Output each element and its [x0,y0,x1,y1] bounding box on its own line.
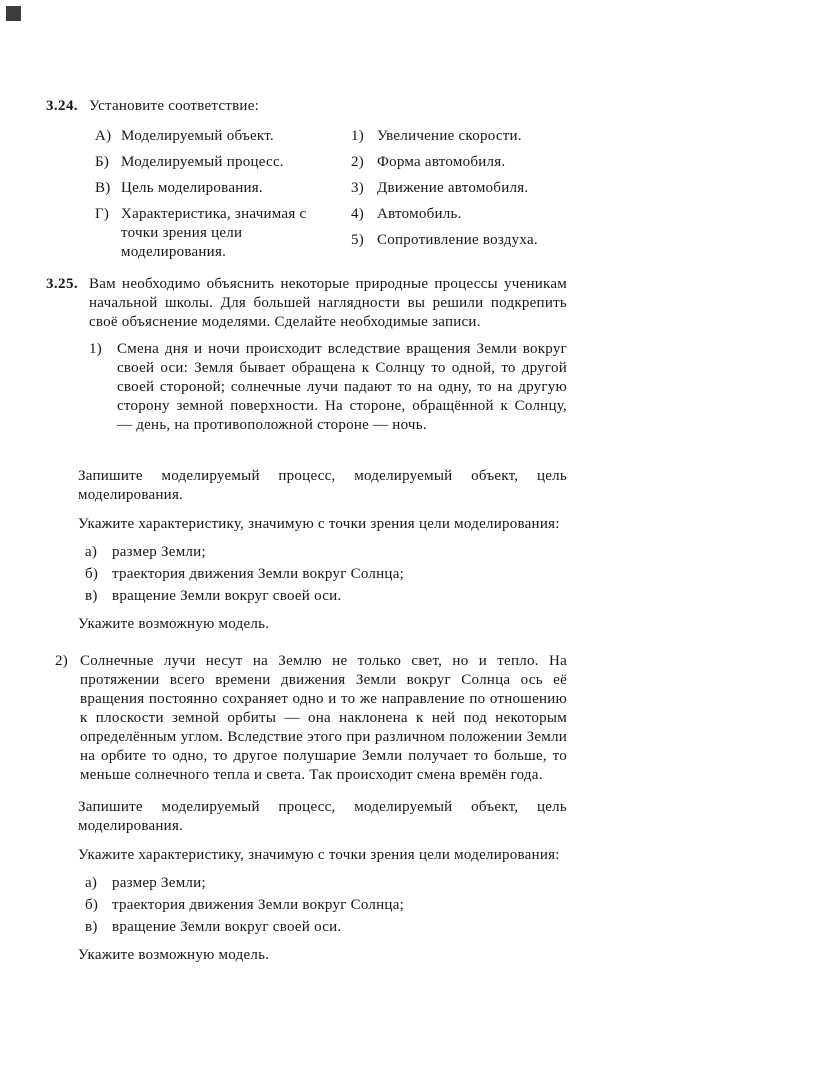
match-item-text: Форма автомобиля. [377,154,506,170]
match-item-label: 2) [351,154,364,170]
match-item-label: 4) [351,206,364,222]
match-item-4 [351,205,567,224]
match-item-label: В) [95,180,111,196]
option-label: а) [85,875,98,891]
task-block-2 [78,798,567,965]
match-item-label: 5) [351,232,364,248]
match-item-1 [351,127,567,146]
match-item-5 [351,231,567,250]
option-text: размер Земли; [112,875,206,891]
task-model: Укажите возможную модель. [78,616,270,632]
options-list [78,543,567,606]
exercise-3-24 [46,97,567,269]
exercise-number: 3.25. [46,276,78,292]
page-content [46,97,567,965]
match-item-text: Движение автомобиля. [377,180,529,196]
task-write: Запишите моделируемый процесс, моделируемый объект, цель моделирования. [78,468,567,503]
match-item-label: Г) [95,206,110,222]
sub-item-label: 1) [89,341,102,357]
option-v [78,587,567,606]
match-item-label: А) [95,128,112,144]
option-label: в) [85,919,98,935]
options-list [78,874,567,937]
option-label: а) [85,544,98,560]
option-a [78,543,567,562]
match-item-g [95,205,345,262]
option-label: б) [85,566,99,582]
option-b [78,565,567,584]
match-item-label: 3) [351,180,364,196]
option-text: размер Земли; [112,544,206,560]
matching-left-column [95,127,345,269]
sub-item-label: 2) [55,653,68,669]
matching-right-column [351,127,567,269]
match-item-a [95,127,345,146]
task-model: Укажите возможную модель. [78,947,270,963]
sub-item-text: Смена дня и ночи происходит вследствие вращения Земли вокруг своей оси: Земля бывает обращена к Солнцу то одной, то другой своей стороной; солнечные лучи падают то на одну, то на другую сторону земной поверхности. На стороне, обращённой к Солнцу, — день, на противоположной стороне — ночь. [117,341,567,433]
match-item-2 [351,153,567,172]
match-item-label: Б) [95,154,110,170]
scan-corner-artifact [6,6,21,21]
match-item-3 [351,179,567,198]
match-item-text: Автомобиль. [377,206,462,222]
option-text: траектория движения Земли вокруг Солнца; [112,897,405,913]
match-item-text: Цель моделирования. [121,180,263,196]
task-indicate: Укажите характеристику, значимую с точки зрения цели моделирования: [78,516,560,532]
option-text: траектория движения Земли вокруг Солнца; [112,566,405,582]
option-label: б) [85,897,99,913]
match-item-text: Моделируемый объект. [121,128,274,144]
match-item-b [95,153,345,172]
matching-columns [89,127,567,269]
exercise-3-25 [46,275,567,965]
exercise-title: Установите соответствие: [89,98,260,114]
exercise-number: 3.24. [46,98,78,114]
match-item-text: Характеристика, значимая с точки зрения цели моделирования. [121,206,307,260]
sub-item-1 [89,340,567,435]
option-v [78,918,567,937]
option-a [78,874,567,893]
task-block-1 [78,467,567,634]
exercise-intro: Вам необходимо объяснить некоторые природные процессы ученикам начальной школы. Для большей наглядности вы решили подкрепить своё объяснение моделями. Сделайте необходимые записи. [89,276,567,330]
match-item-v [95,179,345,198]
option-text: вращение Земли вокруг своей оси. [112,919,342,935]
sub-item-text: Солнечные лучи несут на Землю не только свет, но и тепло. На протяжении всего времени движения Земли вокруг Солнца ось её вращения постоянно сохраняет одно и то же направление по отношению к плоскости земной орбиты — она наклонена к ней под некоторым определённым углом. Вследствие этого при различном положении Земли на орбите то одно, то другое полушарие Земли получает то больше, то меньше солнечного тепла и света. Так происходит смена времён года. [80,653,567,783]
task-write: Запишите моделируемый процесс, моделируемый объект, цель моделирования. [78,799,567,834]
option-label: в) [85,588,98,604]
option-b [78,896,567,915]
match-item-label: 1) [351,128,364,144]
sub-item-2 [55,652,567,785]
match-item-text: Сопротивление воздуха. [377,232,538,248]
task-indicate: Укажите характеристику, значимую с точки зрения цели моделирования: [78,847,560,863]
match-item-text: Моделируемый процесс. [121,154,284,170]
option-text: вращение Земли вокруг своей оси. [112,588,342,604]
match-item-text: Увеличение скорости. [377,128,522,144]
